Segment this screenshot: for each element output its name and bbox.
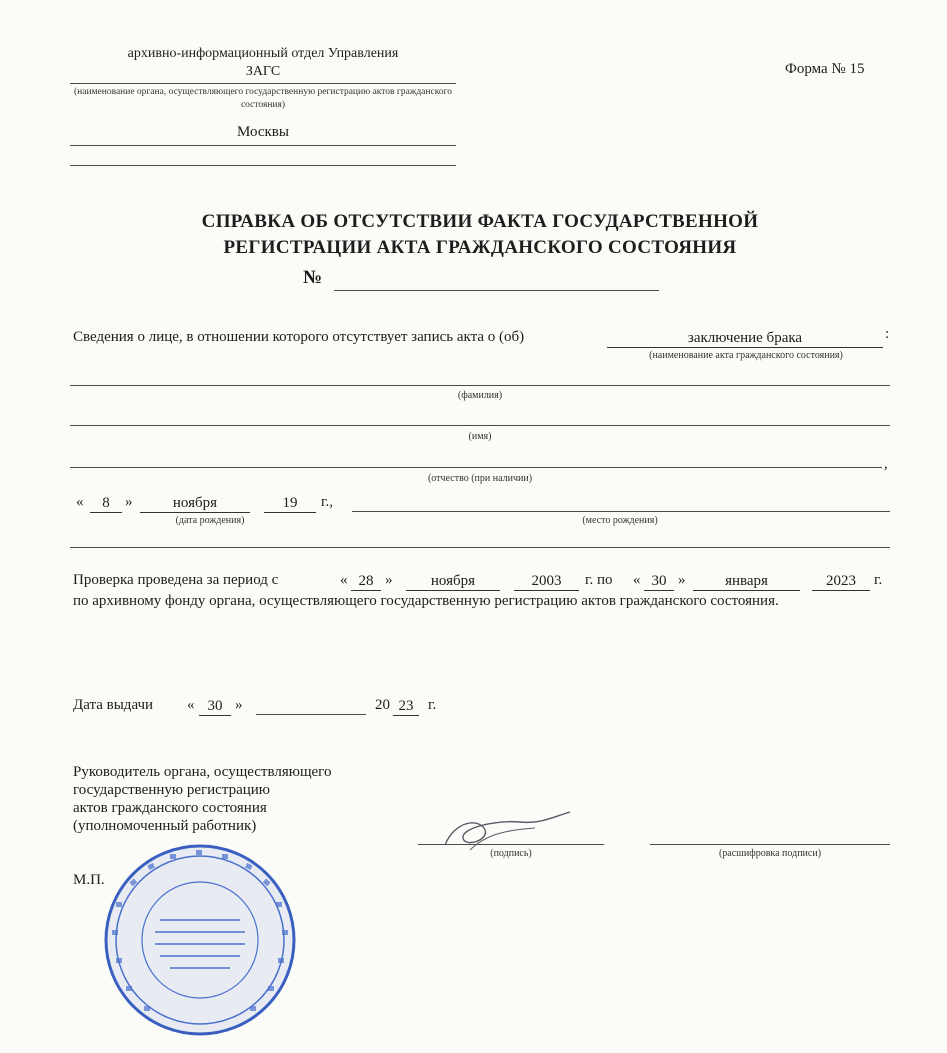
issue-year-suffix: г. <box>428 697 437 713</box>
issue-year: 23 <box>393 697 419 716</box>
check-to-month: января <box>693 572 800 591</box>
title-line1: СПРАВКА ОБ ОТСУТСТВИИ ФАКТА ГОСУДАРСТВЕННОЙ <box>201 211 759 232</box>
check-from-year: 2003 <box>514 572 579 591</box>
issue-label: Дата выдачи <box>73 697 154 713</box>
head-line2: государственную регистрацию <box>73 782 270 798</box>
org-caption: (наименование органа, осуществляющего государственную регистрацию актов гражданского состояния) <box>73 87 452 110</box>
name-line <box>70 425 890 426</box>
official-stamp <box>100 840 300 1040</box>
org-underline <box>70 83 456 84</box>
signature-scribble <box>425 800 595 860</box>
decode-caption: (расшифровка подписи) <box>718 848 822 859</box>
city-underline <box>70 145 456 146</box>
birth-quote-close: » <box>125 494 133 510</box>
birth-year-suffix: г., <box>321 494 333 510</box>
org-line1: архивно-информационный отдел Управления <box>127 46 399 61</box>
city: Москвы <box>237 124 289 140</box>
extra-line <box>70 547 890 548</box>
person-intro: Сведения о лице, в отношении которого отсутствует запись акта о (об) <box>73 329 525 345</box>
issue-month-line <box>256 714 366 715</box>
issue-year-prefix: 20 <box>375 697 390 713</box>
extra-underline <box>70 165 456 166</box>
name-caption: (имя) <box>468 431 492 442</box>
birth-day: 8 <box>90 494 122 513</box>
birth-year: 19 <box>264 494 316 513</box>
signature-caption: (подпись) <box>490 848 532 859</box>
head-line4: (уполномоченный работник) <box>73 818 257 834</box>
surname-line <box>70 385 890 386</box>
surname-caption: (фамилия) <box>457 390 503 401</box>
check-year-suffix: г. <box>874 572 883 588</box>
number-underline <box>334 290 659 291</box>
act-caption: (наименование акта гражданского состояния) <box>649 350 843 361</box>
head-line3: актов гражданского состояния <box>73 800 267 816</box>
org-line2: ЗАГС <box>245 64 281 79</box>
act-colon: : <box>885 326 890 342</box>
certificate-page: архивно-информационный отдел Управления ЗАГС (наименование органа, осуществляющего государственную регистрацию актов гражданского состояния) Москвы Форма № 15 СПРАВКА ОБ ОТСУТСТВИИ ФАКТА ГОСУДАРСТВЕННОЙ РЕГИСТРАЦИИ АКТА ГРАЖДАНСКОГО СОСТОЯНИЯ № Сведения о лице, в отношении которого отсутствует запись акта о (об) заключение брака : (наименование акта гражданского состояния) (фамилия) (имя) , (отчество (при наличии) « 8 » ноября 19 г., (дата рождения) (место рождения) Проверка проведена за период с « 28 » ноября 2003 г. по « 30 » января 2023 г. по архивному фонду органа, осуществляющего государственную регистрацию актов гражданского состояния. Дата выдачи « 30 » 20 23 г. Руководитель органа, осуществляющего государственную регистрацию актов гражданского состояния (уполномоченный работник) (подпись) (расшифровка подписи) М.П. <box>0 0 947 1053</box>
archive-text: по архивному фонду органа, осуществляющего государственную регистрацию актов гражданского состояния. <box>73 593 779 609</box>
check-to-year: 2023 <box>812 572 870 591</box>
birth-place-caption: (место рождения) <box>582 515 658 526</box>
decode-line <box>650 844 890 845</box>
title-line2: РЕГИСТРАЦИИ АКТА ГРАЖДАНСКОГО СОСТОЯНИЯ <box>223 237 737 258</box>
issue-day: 30 <box>199 697 231 716</box>
birth-quote-open: « <box>76 494 84 510</box>
act-type: заключение брака <box>607 329 883 348</box>
birth-place-line <box>352 511 890 512</box>
head-line1: Руководитель органа, осуществляющего <box>73 764 332 780</box>
check-from-month: ноября <box>406 572 500 591</box>
stamp-label: М.П. <box>73 872 105 888</box>
check-to-label: г. по <box>585 572 613 588</box>
birth-date-caption: (дата рождения) <box>175 515 245 526</box>
patronymic-comma: , <box>884 456 888 472</box>
check-to-day: 30 <box>644 572 674 591</box>
check-label: Проверка проведена за период с <box>73 572 279 588</box>
number-label: № <box>303 267 323 288</box>
patronymic-caption: (отчество (при наличии) <box>427 473 533 484</box>
form-number: Форма № 15 <box>785 61 865 77</box>
patronymic-line <box>70 467 882 468</box>
birth-month: ноября <box>140 494 250 513</box>
check-from-day: 28 <box>351 572 381 591</box>
